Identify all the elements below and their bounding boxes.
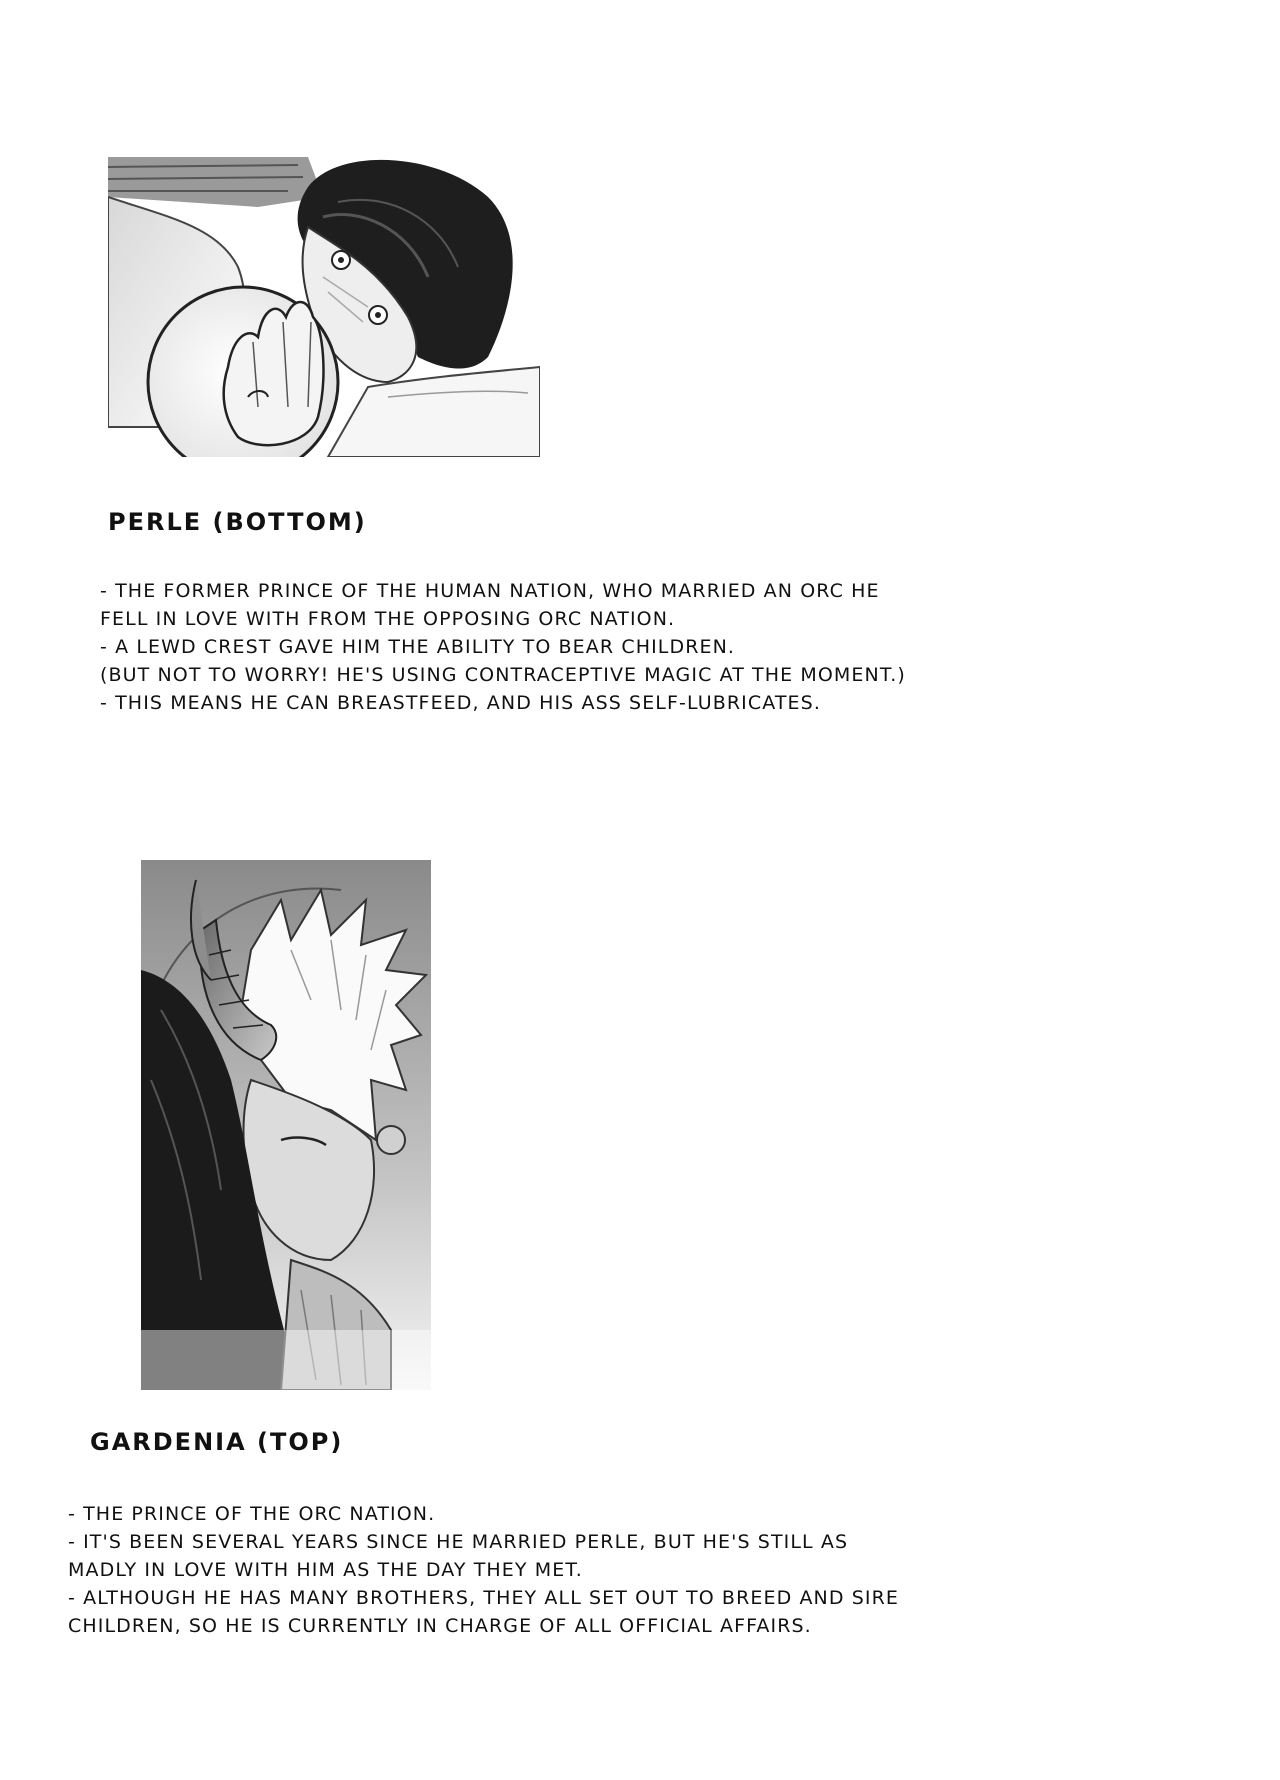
gardenia-name-heading: GARDENIA (TOP) bbox=[90, 1428, 344, 1456]
perle-name-heading: PERLE (BOTTOM) bbox=[108, 508, 367, 536]
description-line: CHILDREN, SO HE IS CURRENTLY IN CHARGE OF ALL OFFICIAL AFFAIRS. bbox=[68, 1615, 812, 1637]
gardenia-artwork bbox=[141, 860, 431, 1390]
description-line: - THIS MEANS HE CAN BREASTFEED, AND HIS ASS SELF-LUBRICATES. bbox=[100, 692, 821, 714]
description-line: - IT'S BEEN SEVERAL YEARS SINCE HE MARRIED PERLE, BUT HE'S STILL AS bbox=[68, 1531, 849, 1553]
description-line: FELL IN LOVE WITH FROM THE OPPOSING ORC NATION. bbox=[100, 608, 676, 630]
description-line: - ALTHOUGH HE HAS MANY BROTHERS, THEY ALL SET OUT TO BREED AND SIRE bbox=[68, 1587, 899, 1609]
perle-artwork bbox=[108, 157, 540, 457]
perle-illustration bbox=[108, 157, 540, 457]
description-line: (BUT NOT TO WORRY! HE'S USING CONTRACEPTIVE MAGIC AT THE MOMENT.) bbox=[100, 664, 906, 686]
gardenia-description bbox=[68, 1500, 899, 1640]
description-line: - THE PRINCE OF THE ORC NATION. bbox=[68, 1503, 436, 1525]
description-line: - THE FORMER PRINCE OF THE HUMAN NATION, WHO MARRIED AN ORC HE bbox=[100, 580, 880, 602]
description-line: - A LEWD CREST GAVE HIM THE ABILITY TO BEAR CHILDREN. bbox=[100, 636, 736, 658]
gardenia-illustration bbox=[141, 860, 431, 1390]
description-line: MADLY IN LOVE WITH HIM AS THE DAY THEY MET. bbox=[68, 1559, 583, 1581]
perle-description bbox=[100, 577, 906, 717]
